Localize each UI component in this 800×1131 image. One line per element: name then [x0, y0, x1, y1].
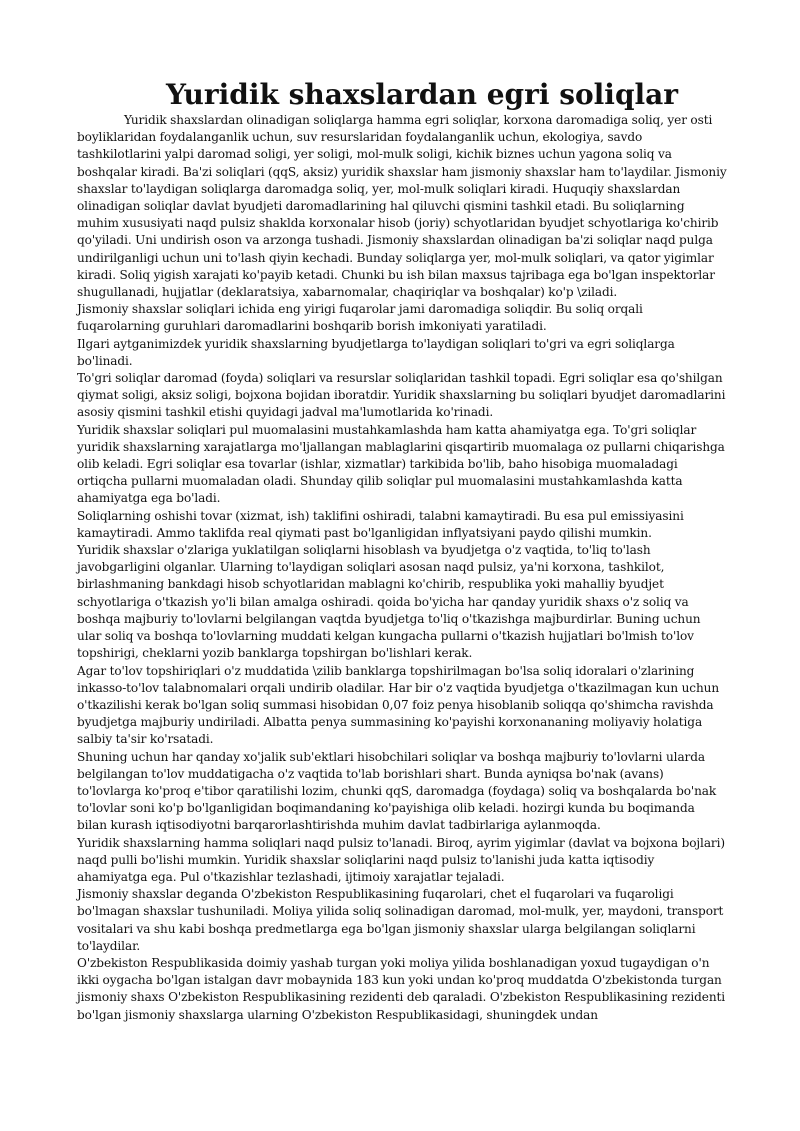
- paragraph: Agar to'lov topshiriqlari o'z muddatida \zilib banklarga topshirilmagan bo'lsa soliq idoralari o'zlarining inkasso-to'lov talabnomalari orqali undirib oladilar. Har bir o'z vaqtida byudjetga o'tkazilmagan kun uchun o'tkazilishi kerak bo'lgan soliq summasi hisobidan 0,07 foiz penya hisoblanib soliqqa qo'shimcha ravishda byudjetga majburiy undiriladi. Albatta penya summasining ko'payishi korxonananing moliyaviy holatiga salbiy ta'sir ko'rsatadi.: [77, 663, 720, 747]
- paragraph: To'gri soliqlar daromad (foyda) soliqlari va resurslar soliqlaridan tashkil topadi. Egri soliqlar esa qo'shilgan qiymat soligi, aksiz soligi, bojxona bojidan iboratdir. Yuridik shaxslarning bu soliqlari byudjet daromadlarini asosiy qismini tashkil etishi quyidagi jadval ma'lumotlarida ko'rinadi.: [77, 371, 726, 420]
- paragraph: Jismoniy shaxslar soliqlari ichida eng yirigi fuqarolar jami daromadiga soliqdir. Bu soliq orqali fuqarolarning guruhlari daromadlarini boshqarib borish imkoniyati yaratiladi.: [77, 302, 643, 334]
- paragraph: Yuridik shaxslardan olinadigan soliqlarga hamma egri soliqlar, korxona daromadiga soliq, yer osti boyliklaridan foydalanganlik uchun, suv resurslaridan foydalanganlik uchun, ekologiya, savdo tashkilotlarini yalpi daromad soligi, yer soligi, mol-mulk soligi, kichik biznes uchun yagona soliq va boshqalar kiradi. Ba'zi soliqlari (qqS, aksiz) yuridik shaxslar ham jismoniy shaxslar ham to'laydilar. Jismoniy shaxslar to'laydigan soliqlarga daromadga soliq, yer, mol-mulk soliqlari kiradi. Huquqiy shaxslardan olinadigan soliqlar davlat byudjeti daromadlarining hal qiluvchi qismini tashkil etadi. Bu soliqlarning muhim xususiyati naqd pulsiz shaklda korxonalar hisob (joriy) schyotlaridan byudjet schyotlariga ko'chirib qo'yiladi. Uni undirish oson va arzonga tushadi. Jismoniy shaxslardan olinadigan ba'zi soliqlar naqd pulga undirilganligi uchun uni to'lash qiyin kechadi. Bunday soliqlarga yer, mol-mulk soliqlari, va qator yigimlar kiradi. Soliq yigish xarajati ko'payib ketadi. Chunki bu ish bilan maxsus tajribaga ega bo'lgan inspektorlar shugullanadi, hujjatlar (deklaratsiya, xabarnomalar, chaqiriqlar va boshqalar) ko'p \ziladi.: [77, 113, 727, 300]
- paragraph: Yuridik shaxslar soliqlari pul muomalasini mustahkamlashda ham katta ahamiyatga ega. To'gri soliqlar yuridik shaxslarning xarajatlarga mo'ljallangan mablaglarini qisqartirib muomalaga oz pullarni chiqarishga olib keladi. Egri soliqlar esa tovarlar (ishlar, xizmatlar) tarkibida bo'lib, baho hisobiga muomaladagi ortiqcha pullarni muomaladan oladi. Shunday qilib soliqlar pul muomalasini mustahkamlashda katta ahamiyatga ega bo'ladi.: [77, 422, 725, 506]
- paragraph: Ilgari aytganimizdek yuridik shaxslarning byudjetlarga to'laydigan soliqlari to'gri va egri soliqlarga bo'linadi.: [77, 336, 675, 368]
- document-page: [77, 78, 727, 1024]
- paragraph: Yuridik shaxslarning hamma soliqlari naqd pulsiz to'lanadi. Biroq, ayrim yigimlar (davlat va bojxona bojlari) naqd pulli bo'lishi mumkin. Yuridik shaxslar soliqlarini naqd pulsiz to'lanishi juda katta iqtisodiy ahamiyatga ega. Pul o'tkazishlar tezlashadi, ijtimoiy xarajatlar tejaladi.: [77, 835, 725, 884]
- document-body: [77, 112, 727, 1024]
- paragraph: Soliqlarning oshishi tovar (xizmat, ish) taklifini oshiradi, talabni kamaytiradi. Bu esa pul emissiyasini kamaytiradi. Ammo taklifda real qiymati past bo'lganligidan inflyatsiyani paydo qilishi mumkin.: [77, 508, 684, 540]
- paragraph: O'zbekiston Respublikasida doimiy yashab turgan yoki moliya yilida boshlanadigan yoxud tugaydigan o'n ikki oygacha bo'lgan istalgan davr mobaynida 183 kun yoki undan ko'proq muddatda O'zbekistonda turgan jismoniy shaxs O'zbekiston Respublikasining rezidenti deb qaraladi. O'zbekiston Respublikasining rezidenti bo'lgan jismoniy shaxslarga ularning O'zbekiston Respublikasidagi, shuningdek undan: [77, 955, 726, 1022]
- paragraph: Jismoniy shaxslar deganda O'zbekiston Respublikasining fuqarolari, chet el fuqarolari va fuqaroligi bo'lmagan shaxslar tushuniladi. Moliya yilida soliq solinadigan daromad, mol-mulk, yer, maydoni, transport vositalari va shu kabi boshqa predmetlarga ega bo'lgan jismoniy shaxslar ularga belgilangan soliqlarni to'laydilar.: [77, 887, 724, 953]
- document-title: Yuridik shaxslardan egri soliqlar: [165, 78, 679, 111]
- paragraph: Shuning uchun har qanday xo'jalik sub'ektlari hisobchilari soliqlar va boshqa majburiy to'lovlarni ularda belgilangan to'lov muddatigacha o'z vaqtida to'lab borishlari shart. Bunda ayniqsa bo'nak (avans) to'lovlarga ko'proq e'tibor qaratilishi lozim, chunki qqS, daromadga (foydaga) soliq va boshqalarda bo'nak to'lovlar soni ko'p bo'lganligidan boqimandaning ko'payishiga olib keladi. hozirgi kunda bu boqimanda bilan kurash iqtisodiyotni barqarorlashtirishda muhim davlat tadbirlariga aylanmoqda.: [77, 749, 717, 833]
- paragraph: Yuridik shaxslar o'zlariga yuklatilgan soliqlarni hisoblash va byudjetga o'z vaqtida, to'liq to'lash javobgarligini olganlar. Ularning to'laydigan soliqlari asosan naqd pulsiz, ya'ni korxona, tashkilot, birlashmaning bankdagi hisob schyotlaridan mablagni ko'chirib, respublika yoki mahalliy byudjet schyotlariga o'tkazish yo'li bilan amalga oshiradi. qoida bo'yicha har qanday yuridik shaxs o'z soliq va boshqa majburiy to'lovlarni belgilangan vaqtda byudjetga to'liq o'tkazishga majburdirlar. Buning uchun ular soliq va boshqa to'lovlarning muddati kelgan kungacha pullarni o'tkazish hujjatlari bo'lmish to'lov topshirigi, cheklarni yozib banklarga topshirgan bo'lishlari kerak.: [77, 543, 701, 661]
